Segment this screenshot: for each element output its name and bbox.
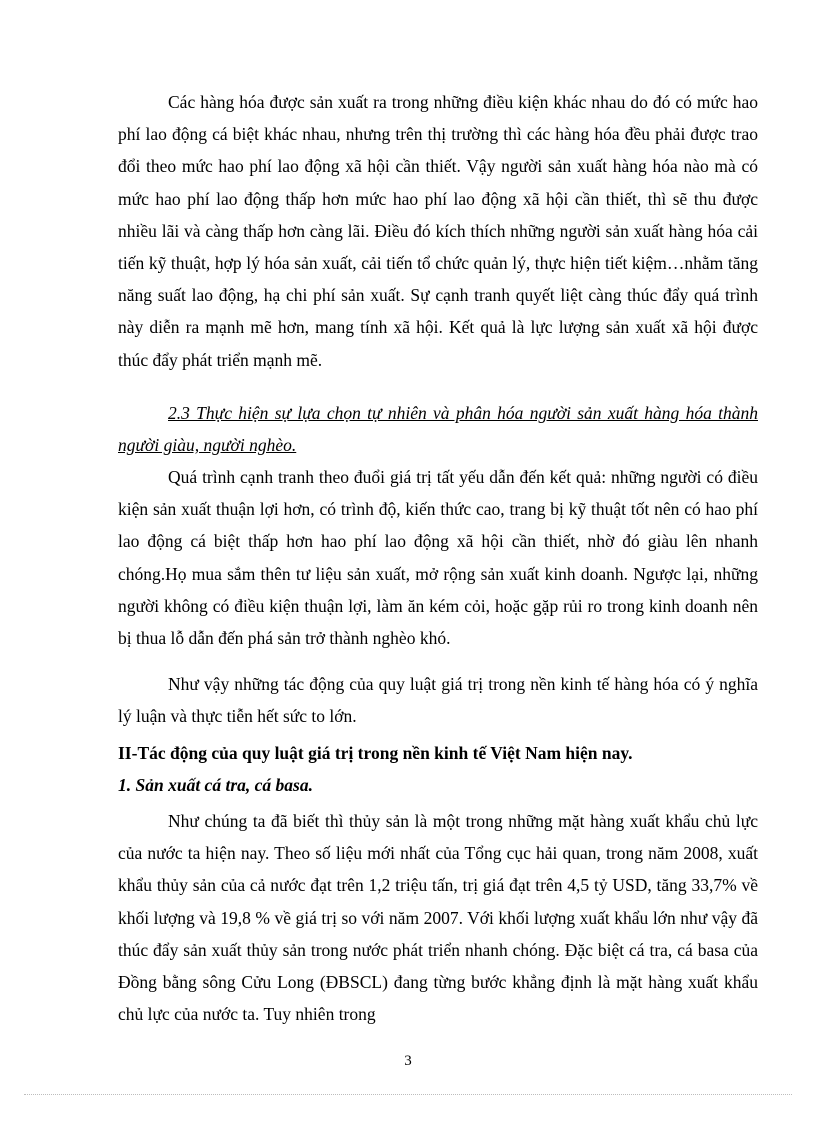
section-heading-II: II-Tác động của quy luật giá trị trong nền kinh tế Việt Nam hiện nay.	[118, 743, 633, 763]
page-bottom-divider	[24, 1094, 792, 1095]
subsection-heading-1: 1. Sản xuất cá tra, cá basa.	[118, 775, 313, 795]
page-number: 3	[404, 1053, 412, 1069]
paragraph-competition-effects: Các hàng hóa được sản xuất ra trong những điều kiện khác nhau do đó có mức hao phí lao động cá biệt khác nhau, nhưng trên thị trường thì các hàng hóa đều phải được trao đổi theo mức hao phí lao động xã hội cần thiết. Vậy người sản xuất hàng hóa nào mà có mức hao phí lao động thấp hơn mức hao phí lao động xã hội cần thiết, thì sẽ thu được nhiều lãi và càng thấp hơn càng lãi. Điều đó kích thích những người sản xuất hàng hóa cải tiến kỹ thuật, hợp lý hóa sản xuất, cải tiến tổ chức quản lý, thực hiện tiết kiệm…nhằm tăng năng suất lao động, hạ chi phí sản xuất. Sự cạnh tranh quyết liệt càng thúc đẩy quá trình này diễn ra mạnh mẽ hơn, mang tính xã hội. Kết quả là lực lượng sản xuất xã hội được thúc đẩy phát triển mạnh mẽ.	[118, 92, 758, 370]
subheading-2-3: 2.3 Thực hiện sự lựa chọn tự nhiên và phân hóa người sản xuất hàng hóa thành người giàu, người nghèo.	[118, 403, 758, 456]
paragraph-conclusion: Như vậy những tác động của quy luật giá trị trong nền kinh tế hàng hóa có ý nghĩa lý luận và thực tiễn hết sức to lớn.	[118, 674, 758, 727]
paragraph-rich-poor-differentiation: Quá trình cạnh tranh theo đuổi giá trị tất yếu dẫn đến kết quả: những người có điều kiện sản xuất thuận lợi hơn, có trình độ, kiến thức cao, trang bị kỹ thuật tốt nên có hao phí lao động cá biệt thấp hơn hao phí lao động xã hội cần thiết, nhờ đó giàu lên nhanh chóng.Họ mua sắm thên tư liệu sản xuất, mở rộng sản xuất kinh doanh. Ngược lại, những người không có điều kiện thuận lợi, làm ăn kém cỏi, hoặc gặp rủi ro trong kinh doanh nên bị thua lỗ dẫn đến phá sản trở thành nghèo khó.	[118, 467, 758, 649]
paragraph-fish-exports: Như chúng ta đã biết thì thủy sản là một trong những mặt hàng xuất khẩu chủ lực của nước ta hiện nay. Theo số liệu mới nhất của Tổng cục hải quan, trong năm 2008, xuất khẩu thủy sản của cả nước đạt trên 1,2 triệu tấn, trị giá đạt trên 4,5 tỷ USD, tăng 33,7% về khối lượng và 19,8 % về giá trị so với năm 2007. Với khối lượng xuất khẩu lớn như vậy đã thúc đẩy sản xuất thủy sản trong nước phát triển nhanh chóng. Đặc biệt cá tra, cá basa của Đồng bằng sông Cửu Long (ĐBSCL) đang từng bước khẳng định là mặt hàng xuất khẩu chủ lực của nước ta. Tuy nhiên trong	[118, 811, 758, 1025]
